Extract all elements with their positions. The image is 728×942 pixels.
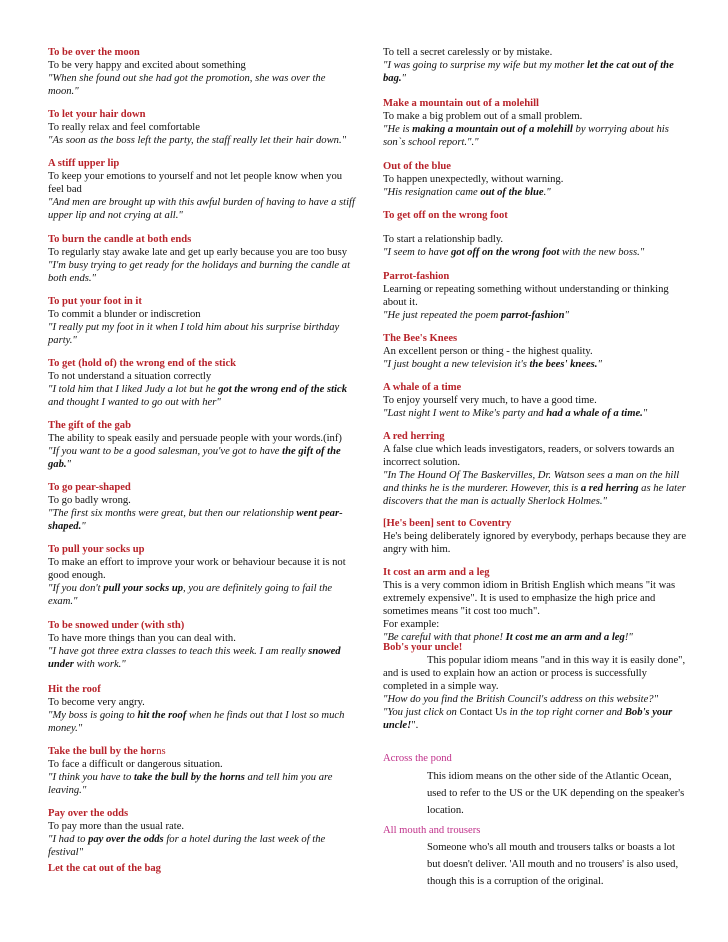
idiom-entry — [383, 270, 691, 322]
idiom-entry — [48, 807, 356, 859]
idiom-example: "You just click on Contact Us in the top right corner and Bob's your uncle!". — [383, 707, 673, 731]
idiom-entry — [383, 97, 691, 149]
idiom-definition-extra: For example: — [383, 619, 440, 630]
idiom-title: To be snowed under (with sth) — [48, 620, 185, 631]
idiom-example: "And men are brought up with this awful burden of having to have a stiff upper lip and not crying at all." — [48, 197, 355, 221]
idiom-title: All mouth and trousers — [383, 825, 481, 836]
idiom-definition: To be very happy and excited about something — [48, 60, 246, 71]
idiom-example: "I was going to surprise my wife but my mother let the cat out of the bag." — [383, 60, 674, 84]
idiom-title: Parrot-fashion — [383, 271, 450, 282]
idiom-title: The gift of the gab — [48, 420, 131, 431]
idiom-title: To burn the candle at both ends — [48, 234, 192, 245]
idiom-title: It cost an arm and a leg — [383, 567, 490, 578]
idiom-definition: To enjoy yourself very much, to have a good time. — [383, 395, 597, 406]
idiom-definition: To make a big problem out of a small problem. — [383, 111, 583, 122]
idiom-entry — [383, 209, 508, 222]
idiom-entry — [383, 233, 644, 259]
idiom-definition: To become very angry. — [48, 697, 145, 708]
idiom-example: "He is making a mountain out of a molehill by worrying about his son`s school report."." — [383, 124, 669, 148]
idiom-entry — [48, 543, 356, 608]
idiom-example: "How do you find the British Council's address on this website?" — [383, 694, 659, 705]
idiom-entry — [48, 295, 356, 347]
idiom-definition: This is a very common idiom in British English which means "it was extremely expensive". It is used to emphasize the high price and sometimes means "it cost too much". — [383, 580, 676, 617]
idiom-entry — [48, 419, 356, 471]
idiom-title: To go pear-shaped — [48, 482, 131, 493]
idiom-definition: To pay more than the usual rate. — [48, 821, 185, 832]
idiom-title: To put your foot in it — [48, 296, 142, 307]
idiom-entry — [383, 46, 691, 85]
idiom-definition: To go badly wrong. — [48, 495, 131, 506]
idiom-entry — [48, 46, 356, 98]
idiom-example: "Last night I went to Mike's party and had a whale of a time." — [383, 408, 648, 419]
idiom-example: "My boss is going to hit the roof when he finds out that I lost so much money." — [48, 710, 345, 734]
idiom-example: "I really put my foot in it when I told him about his surprise birthday party." — [48, 322, 340, 346]
idiom-title: The Bee's Knees — [383, 333, 458, 344]
idiom-definition: He's being deliberately ignored by everybody, perhaps because they are angry with him. — [383, 531, 687, 555]
idiom-title: Out of the blue — [383, 161, 451, 172]
idiom-definition: Learning or repeating something without understanding or thinking about it. — [383, 284, 669, 308]
idiom-example: "I think you have to take the bull by the horns and tell him you are leaving." — [48, 772, 333, 796]
idiom-title: [He's been] sent to Coventry — [383, 518, 512, 529]
idiom-definition: To really relax and feel comfortable — [48, 122, 200, 133]
idiom-entry — [48, 157, 356, 222]
idiom-example: "I told him that I liked Judy a lot but he got the wrong end of the stick and thought I wanted to go out with her" — [48, 384, 347, 408]
idiom-example: "I had to pay over the odds for a hotel during the last week of the festival" — [48, 834, 326, 858]
idiom-definition: To not understand a situation correctly — [48, 371, 212, 382]
idiom-title: To let your hair down — [48, 109, 146, 120]
idiom-title: Bob's your uncle! — [383, 642, 463, 653]
idiom-definition: To tell a secret carelessly or by mistake. — [383, 47, 553, 58]
idiom-title: Across the pond — [383, 753, 452, 764]
idiom-title: Take the bull by the horns — [48, 746, 166, 757]
idiom-example: "I'm busy trying to get ready for the holidays and burning the candle at both ends." — [48, 260, 351, 284]
idiom-definition: A false clue which leads investigators, readers, or solvers towards an incorrect solution. — [383, 444, 675, 468]
idiom-entry — [383, 517, 691, 556]
idiom-entry — [383, 824, 691, 890]
idiom-title: To get off on the wrong foot — [383, 210, 508, 221]
idiom-title: To get (hold of) the wrong end of the stick — [48, 358, 237, 369]
idiom-title: A whale of a time — [383, 382, 462, 393]
idiom-definition: To make an effort to improve your work or behaviour because it is not good enough. — [48, 557, 346, 581]
idiom-definition: To have more things than you can deal with. — [48, 633, 236, 644]
idiom-definition: To start a relationship badly. — [383, 234, 504, 245]
idiom-entry — [48, 357, 356, 409]
idiom-entry — [48, 233, 356, 285]
idiom-definition: To face a difficult or dangerous situation. — [48, 759, 223, 770]
idiom-example: "If you don't pull your socks up, you are definitely going to fail the exam." — [48, 583, 333, 607]
idiom-entry — [48, 108, 346, 147]
idiom-title: A red herring — [383, 431, 445, 442]
idiom-entry — [383, 160, 563, 199]
idiom-example: "He just repeated the poem parrot-fashion" — [383, 310, 569, 321]
idiom-entry — [48, 481, 356, 533]
idiom-definition: To commit a blunder or indiscretion — [48, 309, 201, 320]
idiom-title: Hit the roof — [48, 684, 101, 695]
idiom-title: To be over the moon — [48, 47, 140, 58]
idiom-definition: To regularly stay awake late and get up early because you are too busy — [48, 247, 348, 258]
idiom-definition: The ability to speak easily and persuade people with your words.(inf) — [48, 433, 342, 444]
idiom-entry — [383, 641, 691, 732]
idiom-definition: To happen unexpectedly, without warning. — [383, 174, 564, 185]
idiom-example: "I have got three extra classes to teach this week. I am really snowed under with work." — [48, 646, 341, 670]
idiom-entry — [383, 566, 691, 644]
idiom-example: "I just bought a new television it's the bees' knees." — [383, 359, 602, 370]
idiom-example: "As soon as the boss left the party, the staff really let their hair down." — [48, 135, 347, 146]
idiom-definition: Someone who's all mouth and trousers talks or boasts a lot but doesn't deliver. 'All mouth and no trousers' is also used, though this is a corruption of the original. — [427, 842, 679, 887]
idiom-entry — [383, 381, 647, 420]
idiom-definition: To keep your emotions to yourself and not let people know when you feel bad — [48, 171, 343, 195]
idiom-entry — [48, 745, 356, 797]
idiom-definition: An excellent person or thing - the highest quality. — [383, 346, 593, 357]
idiom-title: Let the cat out of the bag — [48, 863, 161, 874]
idiom-entry — [48, 862, 161, 875]
idiom-entry — [383, 430, 691, 508]
idiom-entry — [383, 752, 691, 819]
idiom-definition: This popular idiom means "and in this way it is easily done", and is used to explain how an action or process is successfully completed in a simple way. — [383, 655, 686, 692]
idiom-example: "If you want to be a good salesman, you've got to have the gift of the gab." — [48, 446, 341, 470]
idiom-example: "Be careful with that phone! It cost me an arm and a leg!" — [383, 632, 633, 643]
idiom-definition: This idiom means on the other side of the Atlantic Ocean, used to refer to the US or the UK depending on the speaker's location. — [427, 771, 685, 816]
idiom-example: "When she found out she had got the promotion, she was over the moon." — [48, 73, 326, 97]
idiom-entry — [48, 683, 356, 735]
idiom-title: A stiff upper lip — [48, 158, 120, 169]
idiom-title: Pay over the odds — [48, 808, 129, 819]
idiom-title: To pull your socks up — [48, 544, 145, 555]
idiom-entry — [383, 332, 602, 371]
idiom-entry — [48, 619, 356, 671]
idiom-example: "I seem to have got off on the wrong foot with the new boss." — [383, 247, 645, 258]
idiom-example: "The first six months were great, but then our relationship went pear-shaped." — [48, 508, 343, 532]
idiom-title: Make a mountain out of a molehill — [383, 98, 539, 109]
idiom-example: "His resignation came out of the blue." — [383, 187, 551, 198]
idiom-example: "In The Hound Of The Baskervilles, Dr. Watson sees a man on the hill and thinks he is the murderer. However, this is a red herring as he later discovers that the man is actually Sherlock Holmes." — [383, 470, 686, 507]
